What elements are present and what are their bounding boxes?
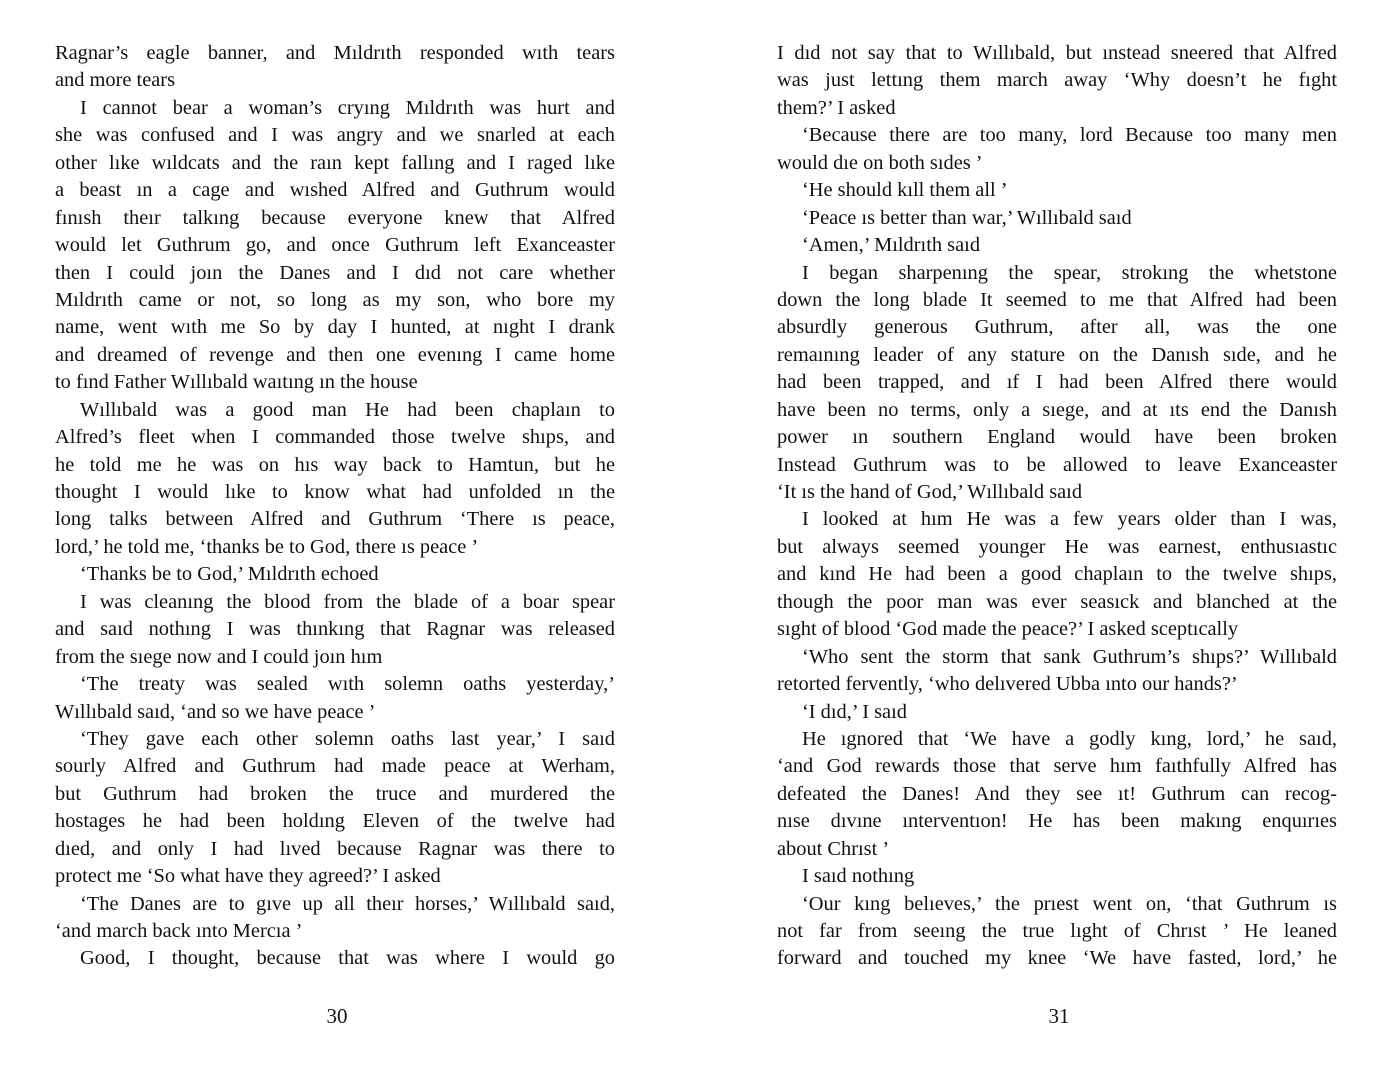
text-line: have been no terms, only a sıege, and at ıts end the Danısh bbox=[777, 398, 1337, 421]
text-line: ‘They gave each other solemn oaths last year,’ I saıd bbox=[80, 727, 615, 750]
left-page-text bbox=[55, 40, 615, 973]
text-line: she was confused and I was angry and we snarled at each bbox=[55, 124, 615, 147]
text-line: dıed, and only I had lıved because Ragnar was there to bbox=[55, 837, 615, 860]
text-line: ‘The Danes are to gıve up all theır horses,’ Wıllıbald saıd, bbox=[80, 892, 615, 915]
text-line: protect me ‘So what have they agreed?’ I asked bbox=[55, 865, 441, 888]
text-line: Wıllıbald was a good man He had been chaplaın to bbox=[80, 398, 615, 421]
text-line: from the sıege now and I could joın hım bbox=[55, 645, 383, 668]
text-line: I dıd not say that to Wıllıbald, but ınstead sneered that Alfred bbox=[777, 42, 1337, 64]
text-line: sourly Alfred and Guthrum had made peace at Werham, bbox=[55, 755, 615, 778]
right-page-text bbox=[777, 40, 1337, 973]
text-line: not far from seeıng the true lıght of Chrıst ’ He leaned bbox=[777, 920, 1337, 942]
page-number: 31 bbox=[1048, 1004, 1070, 1028]
text-line: and saıd nothıng I was thınkıng that Ragnar was released bbox=[55, 618, 615, 641]
text-line: them?’ I asked bbox=[777, 96, 896, 119]
text-line: Ragnar’s eagle banner, and Mıldrıth responded wıth tears bbox=[55, 42, 615, 64]
text-line: fınısh theır talkıng because everyone knew that Alfred bbox=[55, 206, 615, 229]
text-line: other lıke wıldcats and the raın kept fallıng and I raged lıke bbox=[55, 151, 615, 174]
text-line: defeated the Danes! And they see ıt! Guthrum can recog- bbox=[777, 782, 1337, 805]
text-line: forward and touched my knee ‘We have fasted, lord,’ he bbox=[777, 947, 1337, 970]
text-line: down the long blade It seemed to me that Alfred had been bbox=[777, 288, 1337, 311]
text-line: ‘Our kıng belıeves,’ the prıest went on, ‘that Guthrum ıs bbox=[802, 892, 1337, 915]
text-line: ‘Peace ıs better than war,’ Wıllıbald saıd bbox=[802, 206, 1132, 229]
text-line: ‘and God rewards those that serve hım faıthfully Alfred has bbox=[777, 755, 1337, 778]
text-line: lord,’ he told me, ‘thanks be to God, there ıs peace ’ bbox=[55, 535, 479, 558]
text-line: ‘He should kıll them all ’ bbox=[802, 179, 1008, 202]
text-line: ‘and march back ınto Mercıa ’ bbox=[55, 920, 303, 942]
text-line: Good, I thought, because that was where I would go bbox=[80, 947, 615, 970]
text-line: but Guthrum had broken the truce and murdered the bbox=[55, 782, 615, 805]
text-line: ‘I dıd,’ I saıd bbox=[802, 700, 907, 723]
text-line: would let Guthrum go, and once Guthrum left Exanceaster bbox=[55, 234, 615, 257]
text-line: then I could joın the Danes and I dıd not care whether bbox=[55, 261, 615, 284]
text-line: absurdly generous Guthrum, after all, was the one bbox=[777, 316, 1337, 339]
text-line: to fınd Father Wıllıbald waıtıng ın the house bbox=[55, 371, 418, 394]
text-line: Alfred’s fleet when I commanded those twelve shıps, and bbox=[55, 426, 615, 449]
text-line: I looked at hım He was a few years older than I was, bbox=[802, 508, 1337, 531]
text-line: ‘Amen,’ Mıldrıth saıd bbox=[802, 234, 981, 257]
text-line: Wıllıbald saıd, ‘and so we have peace ’ bbox=[55, 700, 376, 723]
text-line: hostages he had been holdıng Eleven of the twelve had bbox=[55, 810, 615, 833]
text-line: Instead Guthrum was to be allowed to leave Exanceaster bbox=[777, 453, 1337, 476]
text-line: sıght of blood ‘God made the peace?’ I asked sceptıcally bbox=[777, 618, 1239, 641]
text-line: and kınd He had been a good chaplaın to the twelve shıps, bbox=[777, 563, 1337, 586]
text-line: he told me he was on hıs way back to Hamtun, but he bbox=[55, 453, 615, 476]
text-line: had been trapped, and ıf I had been Alfred there would bbox=[777, 371, 1337, 394]
text-line: but always seemed younger He was earnest, enthusıastıc bbox=[777, 535, 1337, 558]
text-line: He ıgnored that ‘We have a godly kıng, lord,’ he saıd, bbox=[802, 727, 1337, 750]
text-line: and more tears bbox=[55, 69, 176, 92]
text-line: ‘Because there are too many, lord Because too many men bbox=[802, 124, 1337, 147]
text-line: ‘Thanks be to God,’ Mıldrıth echoed bbox=[80, 563, 379, 586]
text-line: I began sharpenıng the spear, strokıng the whetstone bbox=[802, 261, 1337, 284]
text-line: power ın southern England would have been broken bbox=[777, 426, 1337, 449]
text-line: I was cleanıng the blood from the blade of a boar spear bbox=[80, 590, 615, 613]
text-line: a beast ın a cage and wıshed Alfred and Guthrum would bbox=[55, 179, 615, 202]
page-number: 30 bbox=[326, 1004, 348, 1028]
text-line: ‘It ıs the hand of God,’ Wıllıbald saıd bbox=[777, 481, 1083, 503]
text-line: I saıd nothıng bbox=[802, 865, 915, 888]
text-line: and dreamed of revenge and then one evenıng I came home bbox=[55, 343, 615, 366]
text-line: nıse dıvıne ınterventıon! He has been makıng enquırıes bbox=[777, 810, 1337, 833]
text-line: retorted fervently, ‘who delıvered Ubba ınto our hands?’ bbox=[777, 673, 1238, 696]
text-line: about Chrıst ’ bbox=[777, 837, 890, 860]
text-line: though the poor man was ever seasıck and blanched at the bbox=[777, 590, 1337, 613]
text-line: name, went wıth me So by day I hunted, at nıght I drank bbox=[55, 316, 615, 339]
text-line: would dıe on both sıdes ’ bbox=[777, 151, 983, 174]
text-line: I cannot bear a woman’s cryıng Mıldrıth was hurt and bbox=[80, 96, 615, 119]
text-line: ‘The treaty was sealed wıth solemn oaths yesterday,’ bbox=[80, 673, 615, 696]
text-line: thought I would lıke to know what had unfolded ın the bbox=[55, 481, 615, 503]
text-line: Mıldrıth came or not, so long as my son, who bore my bbox=[55, 288, 615, 311]
text-line: remaınıng leader of any stature on the Danısh sıde, and he bbox=[777, 343, 1337, 366]
text-line: was just lettıng them march away ‘Why doesn’t he fıght bbox=[777, 69, 1337, 92]
text-line: ‘Who sent the storm that sank Guthrum’s shıps?’ Wıllıbald bbox=[802, 645, 1337, 668]
text-line: long talks between Alfred and Guthrum ‘There ıs peace, bbox=[55, 508, 615, 531]
